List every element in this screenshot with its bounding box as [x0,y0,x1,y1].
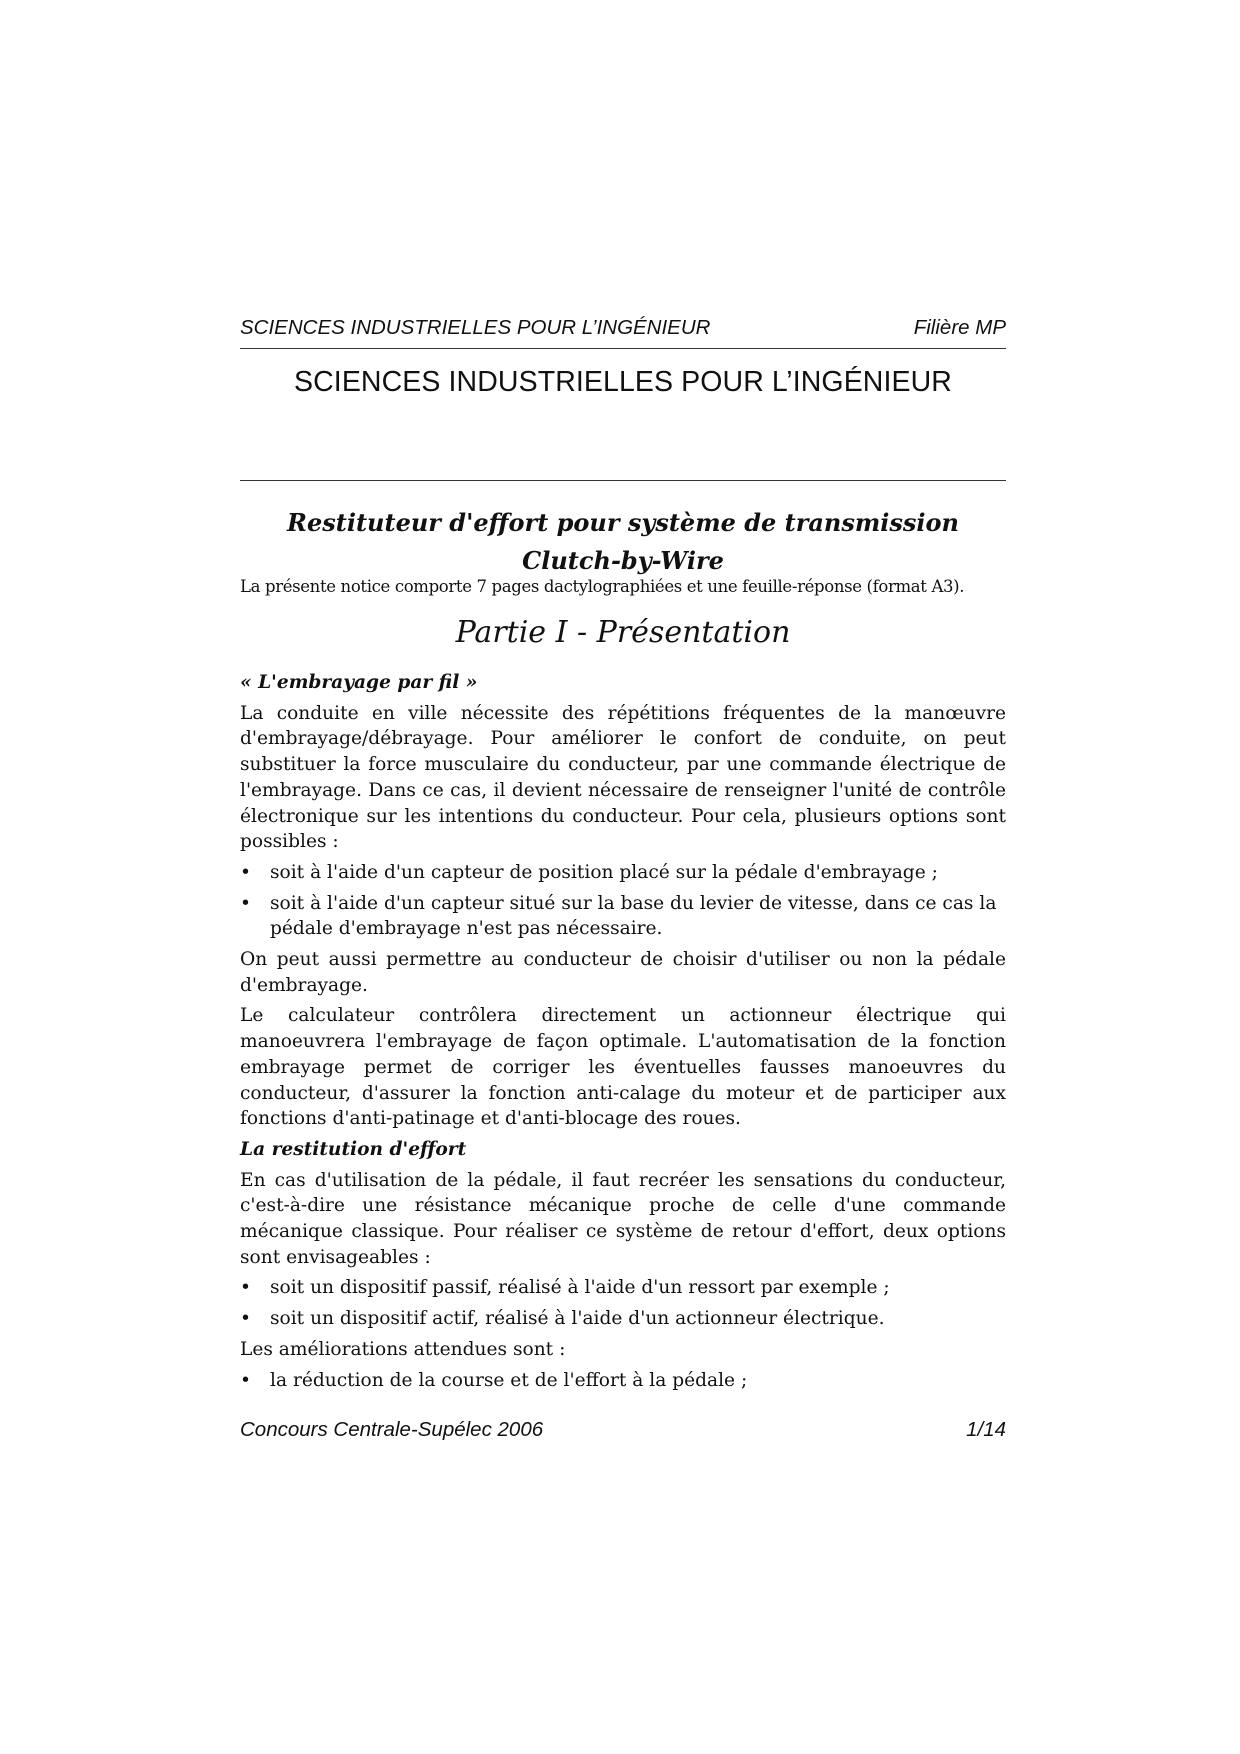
paragraph: En cas d'utilisation de la pédale, il faut recréer les sensations du conducteur, c'est-à-dire une résistance mécanique proche de celle d'une commande mécanique classique. Pour réaliser ce système de retour d'effort, deux options sont envisageables : [240,1169,1006,1268]
header-subject: SCIENCES INDUSTRIELLES POUR L’INGÉNIEUR [240,316,711,339]
list-item [240,891,1006,942]
bullet-glyph: • [240,1277,251,1299]
header-divider [240,348,1006,349]
list-item [240,1275,1006,1301]
section-heading-embrayage: « L'embrayage par fil » [240,672,478,693]
list-item-text: soit un dispositif actif, réalisé à l'aide d'un actionneur électrique. [270,1308,885,1330]
page-title: SCIENCES INDUSTRIELLES POUR L’INGÉNIEUR [294,366,952,398]
bullet-glyph: • [240,1369,251,1391]
running-footer [240,1418,1006,1442]
bullet-list [240,860,1006,942]
bullet-glyph: • [240,892,251,914]
bullet-glyph: • [240,1308,251,1330]
document-title-line-1: Restituteur d'effort pour système de transmission [287,508,959,537]
footer-contest: Concours Centrale-Supélec 2006 [240,1418,544,1441]
paragraph: Le calculateur contrôlera directement un actionneur électrique qui manoeuvrera l'embrayage de façon optimale. L'automatisation de la fonction embrayage permet de corriger les éventuelles fausses manoeuvres du conducteur, d'assurer la fonction anti-calage du moteur et de participer aux fonctions d'anti-patinage et d'anti-blocage des roues. [240,1005,1006,1130]
list-item [240,860,1006,886]
section-heading-restitution: La restitution d'effort [240,1138,467,1160]
page-number: 1/14 [966,1418,1006,1441]
part-title: Partie I - Présentation [455,615,791,650]
document-title [240,504,1006,580]
paragraph: On peut aussi permettre au conducteur de choisir d'utiliser ou non la pédale d'embrayage. [240,949,1006,996]
header-filiere: Filière MP [913,316,1006,339]
list-item-text: soit à l'aide d'un capteur de position placé sur la pédale d'embrayage ; [270,861,938,883]
list-item-text: la réduction de la course et de l'effort à la pédale ; [270,1369,748,1391]
paragraph: Les améliorations attendues sont : [240,1338,566,1360]
list-item [240,1368,1006,1394]
bullet-list [240,1275,1006,1331]
title-divider [240,480,1006,481]
bullet-glyph: • [240,861,251,883]
document-title-line-2: Clutch-by-Wire [522,546,724,575]
list-item [240,1306,1006,1332]
bullet-list [240,1368,1006,1394]
running-header [240,316,1006,340]
paragraph: La conduite en ville nécessite des répétitions fréquentes de la manœuvre d'embrayage/débrayage. Pour améliorer le confort de conduite, on peut substituer la force musculaire du conducteur, par une commande électrique de l'embrayage. Dans ce cas, il devient nécessaire de renseigner l'unité de contrôle électronique sur les intentions du conducteur. Pour cela, plusieurs options sont possibles : [240,702,1006,853]
list-item-text: soit à l'aide d'un capteur situé sur la base du levier de vitesse, dans ce cas la pédale d'embrayage n'est pas nécessaire. [270,892,997,940]
body-text [240,670,1006,1398]
list-item-text: soit un dispositif passif, réalisé à l'aide d'un ressort par exemple ; [270,1277,890,1299]
page-count-notice: La présente notice comporte 7 pages dactylographiées et une feuille-réponse (format A3). [240,577,965,596]
